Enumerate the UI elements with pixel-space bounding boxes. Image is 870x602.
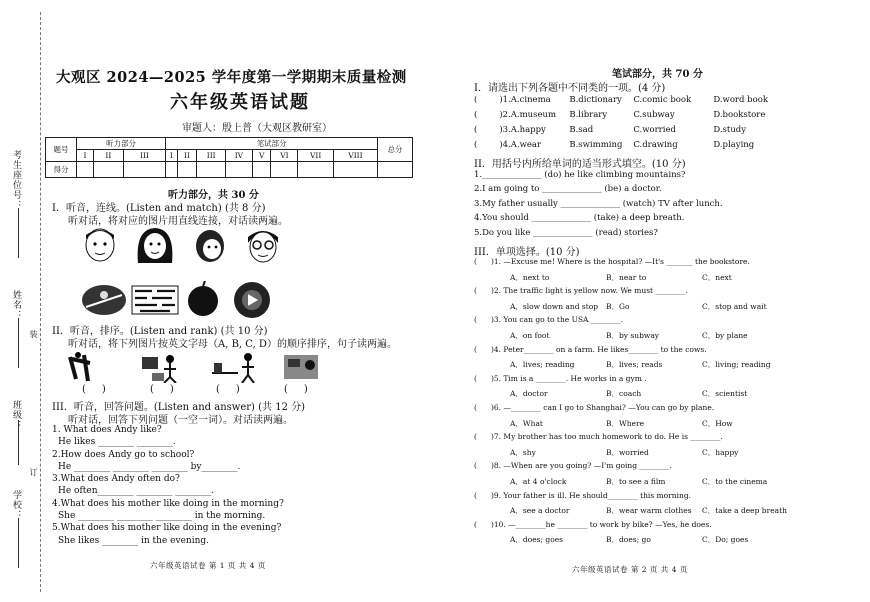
mc-options	[510, 447, 738, 458]
mc-option-a: A．next to	[510, 272, 550, 282]
mc-option-b: B．lives; reads	[606, 360, 663, 370]
section2-title: II．听音，排序。(Listen and rank) (共 10 分)	[52, 326, 268, 337]
cell-tihao: 题号	[46, 138, 77, 162]
cell-roman: IV	[225, 150, 252, 162]
mc-question: ( )7. My brother has too much homework to do. He is ________.	[474, 432, 723, 442]
fill-row: 2.I am going to ______________ (be) a doctor.	[474, 184, 662, 194]
classify-row: ( )2.A.museum B.library C.subway D.bookstore	[474, 110, 766, 120]
mc-question: ( )9. Your father is ill. He should________ this morning.	[474, 490, 692, 500]
score-table	[45, 137, 413, 178]
mc-option-b: B．to see a film	[606, 476, 666, 486]
mc-question: ( )5. Tim is a ________. He works in a gym .	[474, 373, 647, 383]
cell-roman: II	[177, 150, 197, 162]
mc-options	[510, 418, 733, 429]
section3-title: III．听音，回答问题。(Listen and answer) (共 12 分)	[52, 402, 306, 413]
mc-question: ( )4. Peter________ on a farm. He likes________ to the cows.	[474, 344, 707, 354]
w-section3-title: III．单项选择。(10 分)	[474, 247, 580, 258]
mc-option-c: C．take a deep breath	[702, 506, 787, 516]
reviewer: 审题人：殷上普（大观区教研室）	[182, 123, 332, 134]
cell-listening: 听力部分	[77, 138, 166, 150]
puzzle-picture	[132, 286, 178, 314]
section1-desc: 听对话，将对应的图片用直线连接，对话读两遍。	[68, 216, 288, 227]
mc-options	[510, 301, 767, 312]
school-field	[18, 518, 19, 568]
name-label: 姓名：	[11, 290, 21, 320]
classify-row: ( )3.A.happy B.sad C.worried D.study	[474, 125, 747, 135]
mc-option-b: B．near to	[606, 272, 647, 282]
cell-total: 总分	[378, 138, 413, 162]
section1-title: I．听音，连线。(Listen and match) (共 8 分)	[52, 203, 266, 214]
mc-options	[510, 505, 787, 516]
cell-roman: I	[77, 150, 94, 162]
bracket-1: ( )	[82, 384, 106, 395]
mc-option-a: A．doctor	[510, 389, 548, 399]
exam-no-label: 考生座位号：	[11, 150, 21, 210]
mc-option-c: C．by plane	[702, 330, 748, 340]
answer-line: He likes ________ ________.	[58, 437, 176, 448]
seal-char-1: 装	[29, 330, 38, 339]
mc-options	[510, 388, 747, 399]
exam-title: 大观区 2024—2025 学年度第一学期期末质量检测	[56, 69, 407, 86]
boy-face-picture	[86, 229, 114, 261]
cell-roman: II	[93, 150, 123, 162]
mc-option-b: B．does; go	[606, 535, 651, 545]
mc-question: ( )2. The traffic light is yellow now. We must ________.	[474, 286, 688, 296]
mc-option-c: C．next	[702, 272, 732, 282]
answer-line: She ________ ________ ________ in the morning.	[58, 511, 266, 522]
classify-row: ( )4.A.wear B.swimming C.drawing D.playing	[474, 140, 755, 150]
cell-roman: V	[252, 150, 270, 162]
classify-row: ( )1.A.cinema B.dictionary C.comic book D.word book	[474, 95, 768, 105]
listening-title: 听力部分，共 30 分	[168, 190, 259, 201]
rank-picture-2	[142, 355, 176, 383]
question: 2.How does Andy go to school?	[52, 449, 195, 460]
skiing-picture	[82, 285, 126, 315]
cell-roman: VI	[271, 150, 298, 162]
w-section2-title: II．用括号内所给单词的适当形式填空。(10 分)	[474, 159, 686, 170]
cell-roman: VII	[298, 150, 334, 162]
fill-row: 5.Do you like ______________ (read) stories?	[474, 228, 658, 238]
cell-roman: III	[123, 150, 165, 162]
man-face-picture	[196, 230, 224, 262]
mc-option-b: B．Go	[606, 301, 630, 311]
mc-option-b: B．coach	[606, 389, 642, 399]
mc-options	[510, 534, 748, 545]
girl-face-picture	[138, 228, 173, 263]
w-section1-title: I．请选出下列各题中不同类的一项。(4 分)	[474, 83, 666, 94]
mc-options	[510, 476, 767, 487]
class-field	[18, 420, 19, 465]
writing-title: 笔试部分，共 70 分	[612, 69, 703, 80]
mc-question: ( )8. —When are you going? —I'm going ________.	[474, 461, 672, 471]
mc-options	[510, 330, 748, 341]
question: 1. What does Andy like?	[52, 425, 162, 435]
mc-option-a: A．at 4 o'clock	[510, 476, 567, 486]
page-footer-2: 六年级英语试卷 第 2 页 共 4 页	[572, 565, 688, 574]
rank-picture-1	[64, 352, 94, 381]
mc-options	[510, 359, 771, 370]
fill-row: 4.You should ______________ (take) a deep breath.	[474, 213, 685, 223]
mc-option-b: B．by subway	[606, 330, 660, 340]
mc-option-a: A．slow down and stop	[510, 301, 599, 311]
mc-question: ( )1. —Excuse me! Where is the hospital? —It's _______ the bookstore.	[474, 257, 750, 266]
question: 5.What does his mother like doing in the evening?	[52, 523, 282, 534]
fill-row: 1.______________ (do) he like climbing mountains?	[474, 170, 686, 180]
fill-row: 3.My father usually ______________ (watch) TV after lunch.	[474, 199, 723, 209]
mc-option-b: B．worried	[606, 447, 649, 457]
mc-options	[510, 272, 732, 283]
mc-option-a: A．shy	[510, 447, 536, 457]
bracket-2: ( )	[150, 384, 174, 395]
mc-option-c: C．living; reading	[702, 360, 771, 370]
page-footer-1: 六年级英语试卷 第 1 页 共 4 页	[150, 561, 266, 570]
mc-option-c: C．happy	[702, 447, 739, 457]
mc-question: ( )10. —________he ________ to work by bike? —Yes, he does.	[474, 519, 712, 529]
mc-question: ( )3. You can go to the USA ________.	[474, 315, 624, 325]
answer-line: He often________ ________ ________.	[58, 486, 215, 497]
mc-option-c: C．How	[702, 418, 733, 428]
mc-option-c: C．scientist	[702, 389, 748, 399]
mc-option-a: A．see a doctor	[510, 506, 570, 516]
seal-char-2: 订	[29, 468, 38, 477]
cell-roman: VIII	[333, 150, 377, 162]
bracket-4: ( )	[284, 384, 308, 395]
mc-option-a: A．does; goes	[510, 535, 564, 545]
mc-option-c: C．stop and wait	[702, 301, 767, 311]
school-label: 学校：	[11, 490, 21, 520]
answer-line: She likes ________ in the evening.	[58, 535, 209, 546]
cell-roman: III	[197, 150, 225, 162]
exam-no-field	[18, 208, 19, 258]
activity-pictures	[82, 281, 282, 319]
mc-option-a: A．lives; reading	[510, 360, 575, 370]
question: 4.What does his mother like doing in the morning?	[52, 498, 284, 509]
glasses-face-picture	[248, 231, 278, 262]
face-pictures	[80, 225, 290, 265]
mc-option-c: C．to the cinema	[702, 476, 768, 486]
rank-pictures	[62, 349, 332, 383]
bracket-3: ( )	[216, 384, 240, 395]
mc-question: ( )6. —________ can I go to Shanghai? —You can go by plane.	[474, 403, 715, 412]
listening-questions	[52, 424, 284, 547]
cell-writing: 笔试部分	[166, 138, 378, 150]
mc-option-a: A．What	[510, 418, 543, 428]
apple-picture	[188, 281, 218, 316]
section3-desc: 听对话，回答下列问题（一空一词）。对话读两遍。	[68, 415, 293, 426]
cell-roman: I	[166, 150, 177, 162]
rank-picture-4	[284, 355, 318, 379]
answer-line: He ________ ________ ________ by________.	[58, 461, 241, 472]
mc-option-c: C．Do; goes	[702, 535, 749, 545]
binding-line	[40, 12, 41, 592]
mc-option-b: B．Where	[606, 418, 645, 428]
name-field	[18, 318, 19, 368]
cell-score-label: 得分	[46, 162, 77, 178]
mc-option-a: A．on foot	[510, 330, 550, 340]
exam-subtitle: 六年级英语试题	[170, 92, 310, 113]
question: 3.What does Andy often do?	[52, 474, 180, 485]
rank-picture-3	[212, 353, 254, 383]
film-picture	[234, 282, 270, 318]
mc-option-b: B．wear warm clothes	[606, 506, 692, 516]
class-label: 班级：	[11, 400, 21, 430]
section2-desc: 听对话，将下列图片按英文字母（A, B, C, D）的顺序排序，句子读两遍。	[68, 339, 397, 350]
